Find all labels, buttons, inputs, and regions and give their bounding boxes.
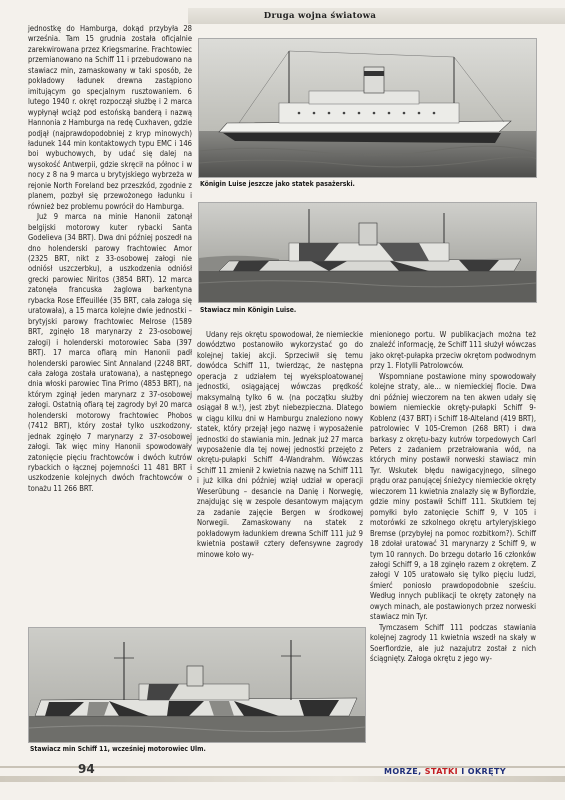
- paragraph: mienionego portu. W publikacjach można też znaleźć informację, że Schiff 111 służył wówczas jako okręt-pułapka przeciw okrętom podwodnym przy 1. Flotylli Patrolowców.: [370, 330, 536, 371]
- photo-minelayer-camouflage: [198, 202, 537, 303]
- brand-word-1: MORZE,: [383, 767, 422, 776]
- caption-photo-3: Stawiacz min Schiff 11, wcześniej motorowiec Ulm.: [30, 745, 206, 753]
- section-title: Druga wojna światowa: [263, 11, 377, 21]
- brand-word-2: STATKI: [424, 767, 458, 776]
- photo-schiff-11: [28, 627, 366, 743]
- brand-word-3: I OKRĘTY: [461, 767, 507, 776]
- paragraph: Tymczasem Schiff 111 podczas stawiania kolejnej zagrody 11 kwietnia wszedł na skały w Soerfiordzie, ale już nazajutrz został z nich ściągnięty. Załoga okrętu z jego wy-: [370, 622, 536, 664]
- paragraph: Wspomniane postawione miny spowodowały kolejne straty, ale… w niemieckiej flocie. Dwa dni później wieczorem na ten akwen udały się bowiem niemieckie okręty-pułapki Schiff 9-Koblenz (437 BRT) i Schiff 18-Alteland (419 BRT), patrolowiec V 105-Cremon (268 BRT) i dwa barkasy z okrętu-bazy kutrów torpedowych Carl Peters z zadaniem przetrałowania wód, na których miny postawił norweski stawiacz min Tyr. Wskutek błędu nawigacyjnego, silnego prądu oraz panującej śnieżycy niemieckie okręty wieczorem 11 kwietnia znalazły się w Byfiordzie, gdzie miny postawił Schiff 111. Skutkiem tej pomyłki było zatonięcie Schiff 9, V 105 i motorówki ze szkolnego okrętu artyleryjskiego Bremse (przybyłej na pomoc rozbitkom?). Schiff 18 zdołał uratować 31 marynarzy z Schiff 9, w tym 10 rannych. Do brzegu dotarło 16 członków załogi Schiff 9, a 18 zginęło razem z okrętem. Z załogi V 105 uratowało się tylko pięciu ludzi, śmierć poniosło prawdopodobnie sześciu. Według innych publikacji te okręty zatonęły na owych minach, ale postawionych przez norweski stawiacz min Tyr.: [370, 371, 536, 622]
- paragraph: Już 9 marca na minie Hanonii zatonął belgijski motorowy kuter rybacki Santa Godelieva (34 BRT). Dwa dni później poszedł na dno holenderski parowy frachtowiec Amor (2325 BRT, nikt z 33-osobowej załogi nie odniósł uszczerbku), a uszkodzenia odniósł grecki parowiec Niritos (3854 BRT). 12 marca zatonęła francuska żaglowa barkentyna rybacka Rose Effeuillée (35 BRT, cała załoga się uratowała), a 15 marca kolejne dwie jednostki – brytyjski parowy frachtowiec Melrose (1589 BRT, zginęło 18 marynarzy z 23-osobowej załogi) i holenderski motorowiec Saba (397 BRT). 17 marca ofiarą min Hanonii padł holenderski parowiec Sint Annaland (2248 BRT, cała załoga została uratowana), a następnego dnia włoski parowiec Tina Primo (4853 BRT), na którym zginął jeden marynarz z 37-osobowej załogi. Ostatnią ofiarą tej zagrody był 20 marca holenderski motorowy frachtowiec Phobos (7412 BRT), który został tylko uszkodzony, jednak zginęło 7 marynarzy z 37-osobowej załogi. Tak więc miny Hanonii spowodowały zatonięcie pięciu frachtowców i dwóch kutrów rybackich o łącznej pojemności 11 481 BRT i uszkodzenie kolejnych dwóch frachtowców o tonażu 11 266 BRT.: [28, 212, 192, 493]
- paragraph: jednostkę do Hamburga, dokąd przybyła 28 września. Tam 15 grudnia została oficjalnie zarekwirowana przez Kriegsmarine. Frachtowiec przemianowano na Schiff 11 i przebudowano na stawiacz min, zamaskowany w taki sposób, że pokładowy ładunek drewna zastąpiono imitującym go specjalnym rusztowaniem. 6 lutego 1940 r. okręt rozpoczął służbę i 2 marca wypłynął wciąż pod estońską banderą i nazwą Hannonia z Hamburga na redę Cuxhaven, gdzie podjął (najprawdopodobniej z kryp minowych) ładunek 144 min kontaktowych typu EMC i 146 boi wybuchowych, by udać się dalej na wysokość Antwerpii, gdzie skręcił na północ i w nocy z 8 na 9 marca u brytyjskiego wybrzeża w rejonie North Foreland bez przeszkód, zgodnie z planem, pozbył się przewożonego ładunku i również bez problemu powrócił do Hamburga.: [28, 24, 192, 211]
- magazine-brand: [370, 767, 520, 776]
- photo-passenger-ship: [198, 38, 537, 178]
- caption-photo-1: Königin Luise jeszcze jako statek pasażerski.: [200, 180, 355, 188]
- caption-photo-2: Stawiacz min Königin Luise.: [200, 306, 297, 314]
- footer-stripe: [0, 776, 565, 782]
- paragraph: Udany rejs okrętu spowodował, że niemieckie dowództwo postanowiło wykorzystać go do kolejnej takiej akcji. Sprzeciwił się temu dowódca Schiff 11, twierdząc, że następna operacja z udziałem tej wyeksploatowanej jednostki, osiągającej wówczas prędkość maksymalną tylko 6 w. (na początku służby osiągał 8 w.!), jest zbyt niebezpieczna. Dlatego w ciągu kilku dni w Hamburgu znaleziono nowy statek, który przejął jego nazwę i wyposażenie jednostki do stawiania min. Jednak już 27 marca wyposażenie dla tej nowej jednostki przejęto z okrętu-pułapki Schiff 4-Wandrahm. Wówczas Schiff 11 zmienił 2 kwietnia nazwę na Schiff 111 i już kilka dni później wziął udział w operacji Weserübung – desancie na Danię i Norwegię, znajdując się w zespole desantowym mającym za zadanie zajęcie Bergen w środkowej Norwegii. Zamaskowany na statek z pokładowym ładunkiem drewna Schiff 111 już 9 kwietnia postawił cztery defensywne zagrody minowe koło wy-: [197, 330, 363, 559]
- ship-photo-2: [199, 203, 536, 302]
- page-number: 94: [78, 762, 95, 776]
- text-column-left: [28, 24, 192, 620]
- ship-photo-1: [199, 39, 536, 177]
- text-column-middle: [197, 330, 363, 630]
- ship-photo-3: [29, 628, 365, 742]
- text-column-right: [370, 330, 536, 758]
